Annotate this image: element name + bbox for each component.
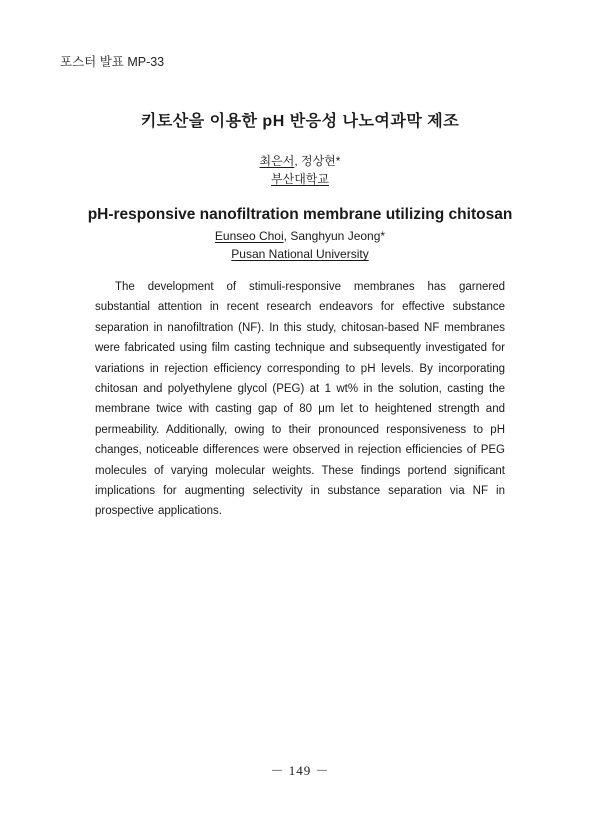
korean-affiliation-text: 부산대학교 [271, 172, 329, 186]
korean-author-2: 정상현* [301, 154, 341, 168]
english-affiliation-text: Pusan National University [231, 247, 369, 261]
korean-affiliation [0, 170, 600, 187]
session-label: 포스터 발표 MP-33 [60, 55, 165, 69]
abstract-body: The development of stimuli-responsive membranes has garnered substantial attention in recent research endeavors for effective substance separation in nanofiltration (NF). In this study, chitosan-based NF membranes were fabricated using film casting technique and subsequently investigated for variations in rejection efficiency corresponding to pH levels. By incorporating chitosan and polyethylene glycol (PEG) at 1 wt% in the solution, casting the membrane twice with casting gap of 80 μm let to heightened strength and permeability. Additionally, owing to their pronounced responsiveness to pH changes, noticeable differences were observed in rejection efficiencies of PEG molecules of varying molecular weights. These findings portend significant implications for augmenting selectivity in substance separation via NF in prospective applications. [95, 281, 505, 518]
english-author-1: Eunseo Choi [214, 229, 284, 243]
korean-authors [0, 152, 600, 169]
english-title: pH-responsive nanofiltration membrane utilizing chitosan [87, 206, 513, 223]
english-author-2: Sanghyun Jeong* [290, 229, 386, 243]
korean-title: 키토산을 이용한 pH 반응성 나노여과막 제조 [140, 113, 460, 130]
korean-author-1: 최은서 [259, 154, 295, 168]
english-authors [0, 229, 600, 243]
english-affiliation [0, 247, 600, 261]
english-author-separator: , [283, 229, 291, 243]
korean-author-separator: , [294, 154, 301, 168]
page-number: － 149 － [270, 763, 330, 778]
